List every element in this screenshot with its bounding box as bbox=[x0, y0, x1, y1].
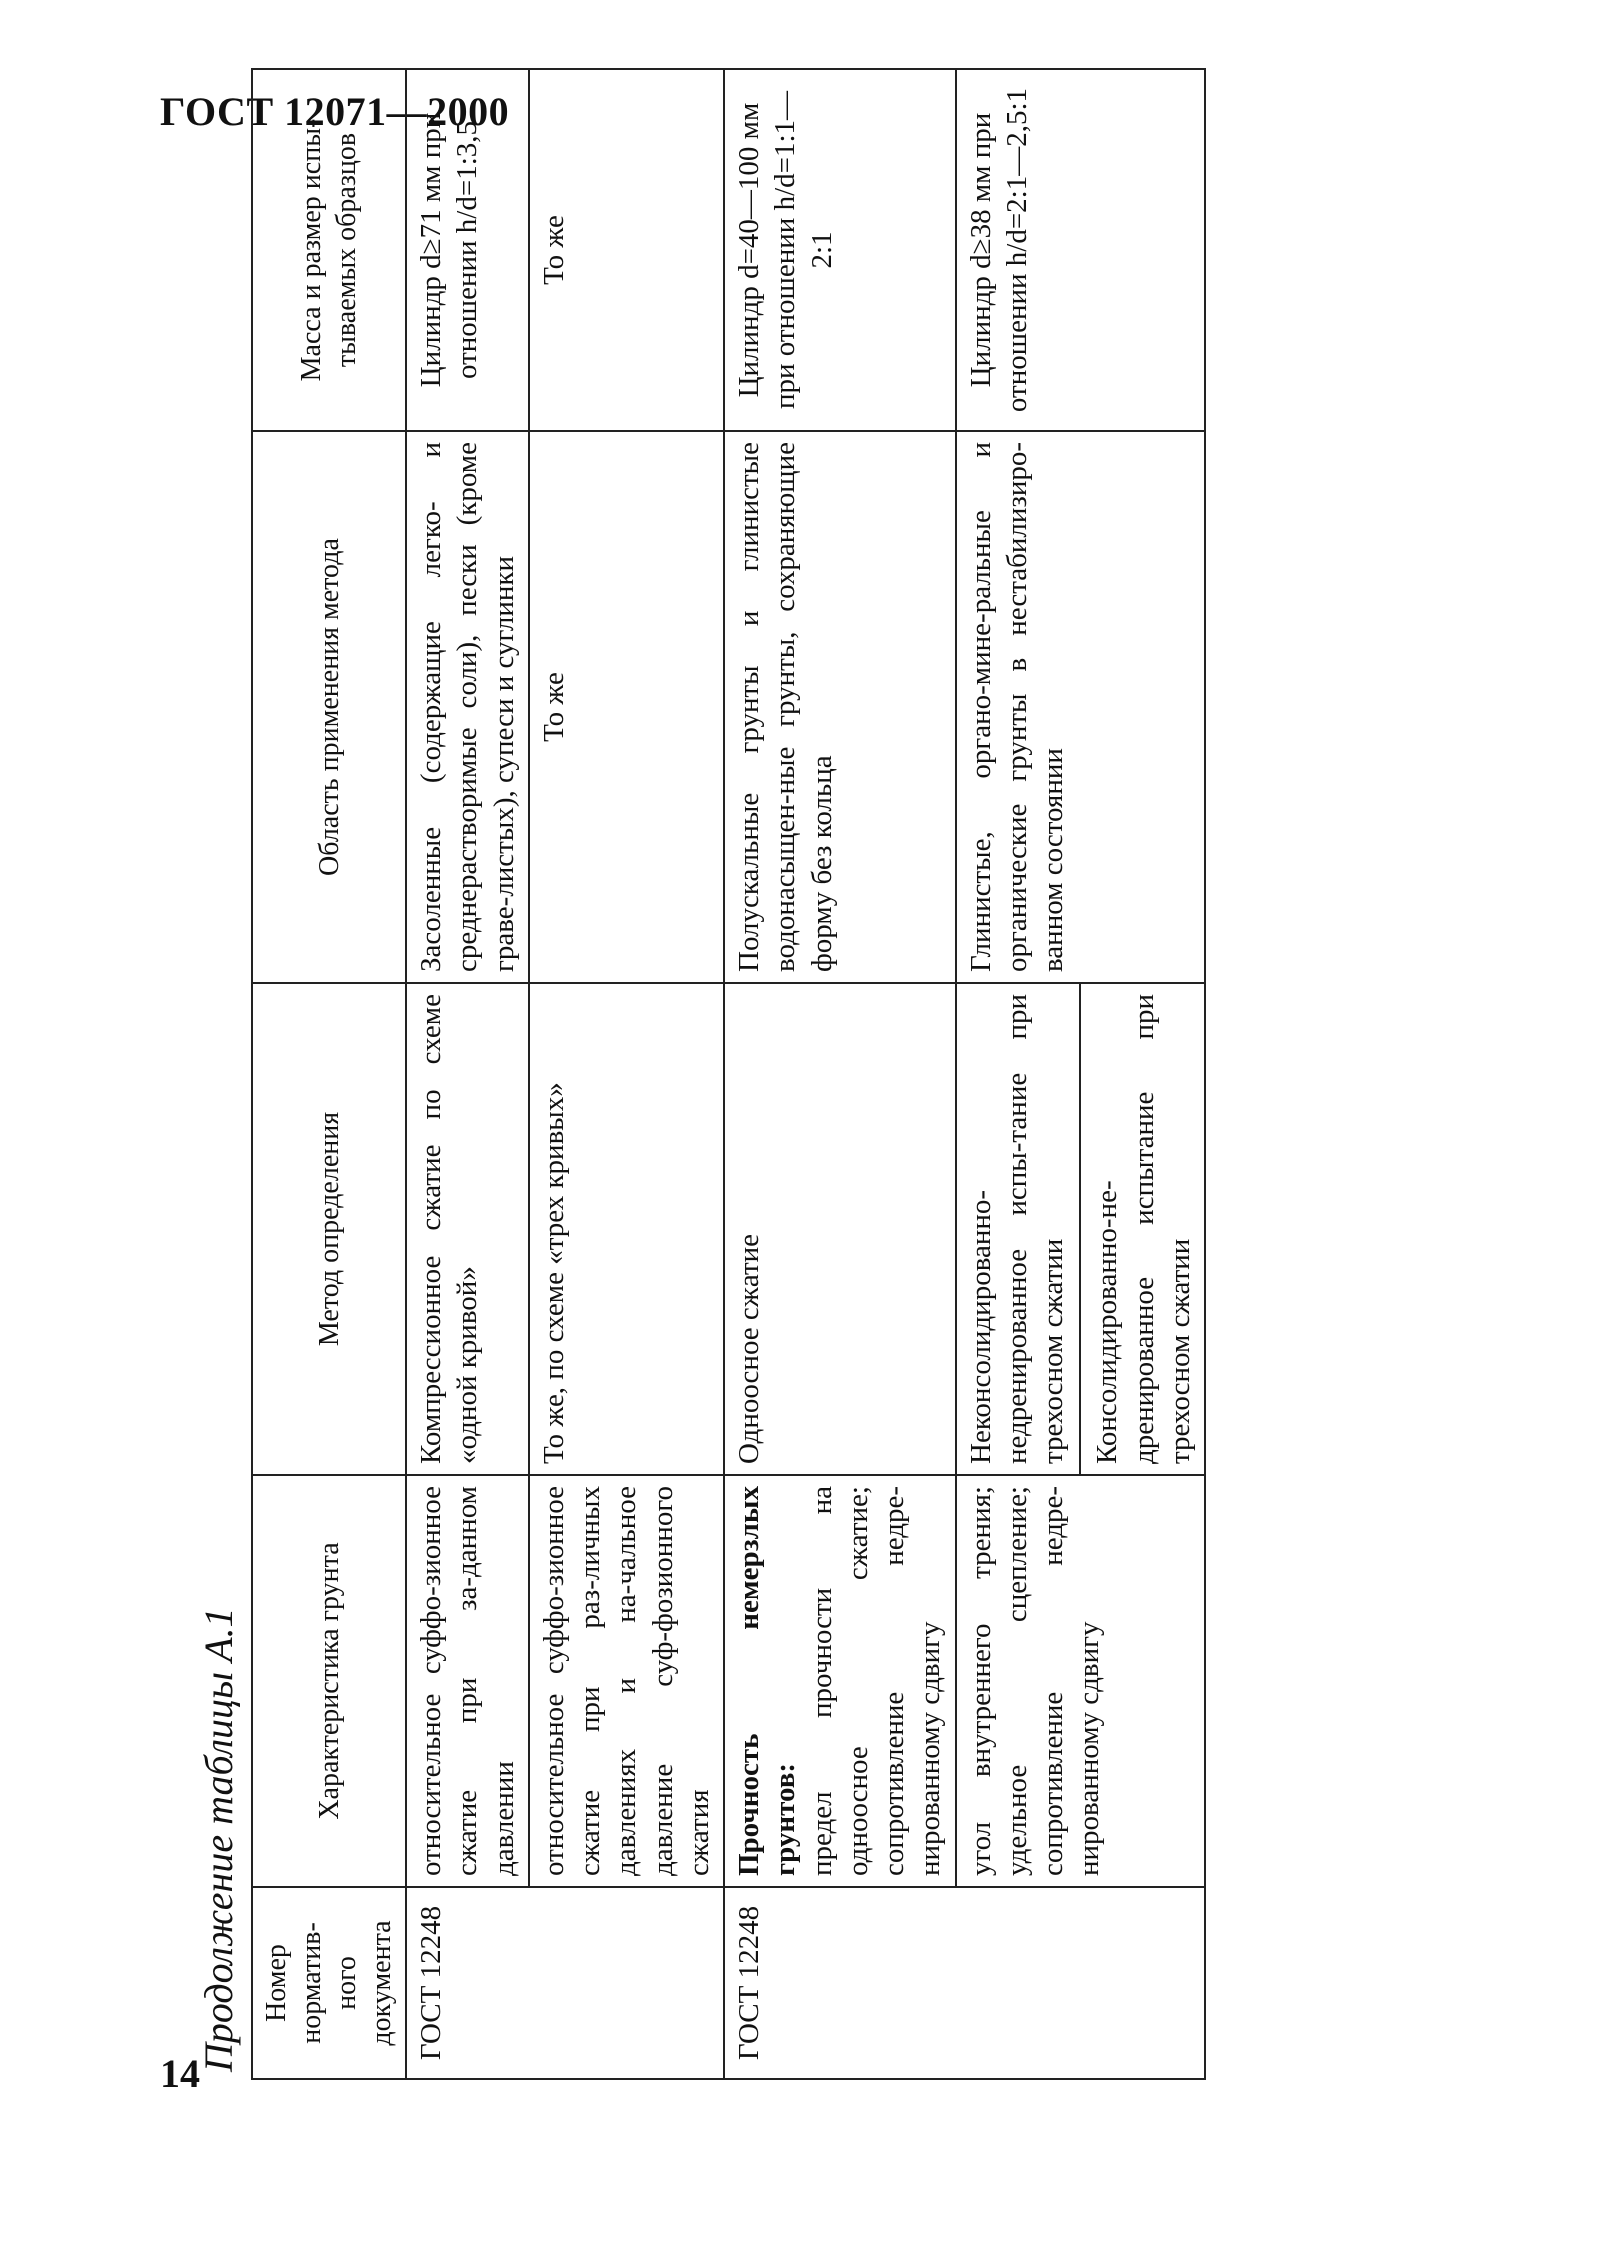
data-table bbox=[251, 68, 1206, 2080]
cell-characteristic: угол внутреннего трения; удельное сцепление; сопротивление недре-нированному сдвигу bbox=[956, 1475, 1206, 1887]
cell-method: Одноосное сжатие bbox=[724, 983, 956, 1475]
cell-method: То же, по схеме «трех кривых» bbox=[529, 983, 724, 1475]
column-header-characteristic: Характеристика грунта bbox=[252, 1475, 406, 1887]
table-header-row bbox=[252, 69, 406, 2079]
cell-sample: То же bbox=[529, 69, 724, 431]
cell-characteristic: относительное суффо-зионное сжатие при раз-личных давлениях и на-чальное давление суф-фозионного сжатия bbox=[529, 1475, 724, 1887]
cell-sample: Цилиндр d≥71 мм при отношении h/d=1:3,5 bbox=[406, 69, 529, 431]
table-row bbox=[956, 69, 1206, 2079]
cell-doc: ГОСТ 12248 bbox=[406, 1887, 529, 2079]
cell-doc bbox=[529, 1887, 724, 2079]
cell-doc: ГОСТ 12248 bbox=[724, 1887, 956, 2079]
cell-area: То же bbox=[529, 431, 724, 983]
cell-sample: Цилиндр d≥38 мм при отношении h/d=2:1—2,5:1 bbox=[956, 69, 1206, 431]
cell-area: Засоленные (содержащие легко- и среднерастворимые соли), пески (кроме граве-листых), супеси и суглинки bbox=[406, 431, 529, 983]
cell-area: Глинистые, органо-мине-ральные и органические грунты в нестабилизиро-ванном состоянии bbox=[956, 431, 1206, 983]
cell-area: Полускальные грунты и глинистые водонасыщен-ные грунты, сохраняющие форму без кольца bbox=[724, 431, 956, 983]
document-header: ГОСТ 12071—2000 bbox=[160, 89, 510, 134]
cell-characteristic bbox=[724, 1475, 956, 1887]
cell-sample: Цилиндр d=40—100 мм при отношении h/d=1:1—2:1 bbox=[724, 69, 956, 431]
method-text: Неконсолидированно-недренированное испы-тание при трехосном сжатии bbox=[964, 994, 1069, 1464]
column-header-method: Метод определения bbox=[252, 983, 406, 1475]
cell-method: Компрессионное сжатие по схеме «одной кривой» bbox=[406, 983, 529, 1475]
cell-method bbox=[956, 983, 1206, 1475]
table-continuation-caption: Продолжение таблицы А.1 bbox=[196, 1607, 241, 2072]
column-header-area: Область применения метода bbox=[252, 431, 406, 983]
cell-characteristic: относительное суффо-зионное сжатие при за-данном давлении bbox=[406, 1475, 529, 1887]
table-row bbox=[406, 69, 529, 2079]
column-header-sample: Масса и размер испы-тываемых образцов bbox=[252, 69, 406, 431]
column-header-doc: Номер норматив-ного документа bbox=[252, 1887, 406, 2079]
table-row bbox=[724, 69, 956, 2079]
method-text-secondary: Консолидированно-не-дренированное испытание при трехосном сжатии bbox=[1079, 984, 1198, 1474]
page-number: 14 bbox=[160, 2051, 200, 2096]
table-row bbox=[529, 69, 724, 2079]
characteristic-text: предел прочности на одноосное сжатие; сопротивление недре-нированному сдвигу bbox=[805, 1486, 947, 1876]
cell-doc bbox=[956, 1887, 1206, 2079]
characteristic-heading: Прочность немерзлых грунтов: bbox=[733, 1486, 802, 1876]
